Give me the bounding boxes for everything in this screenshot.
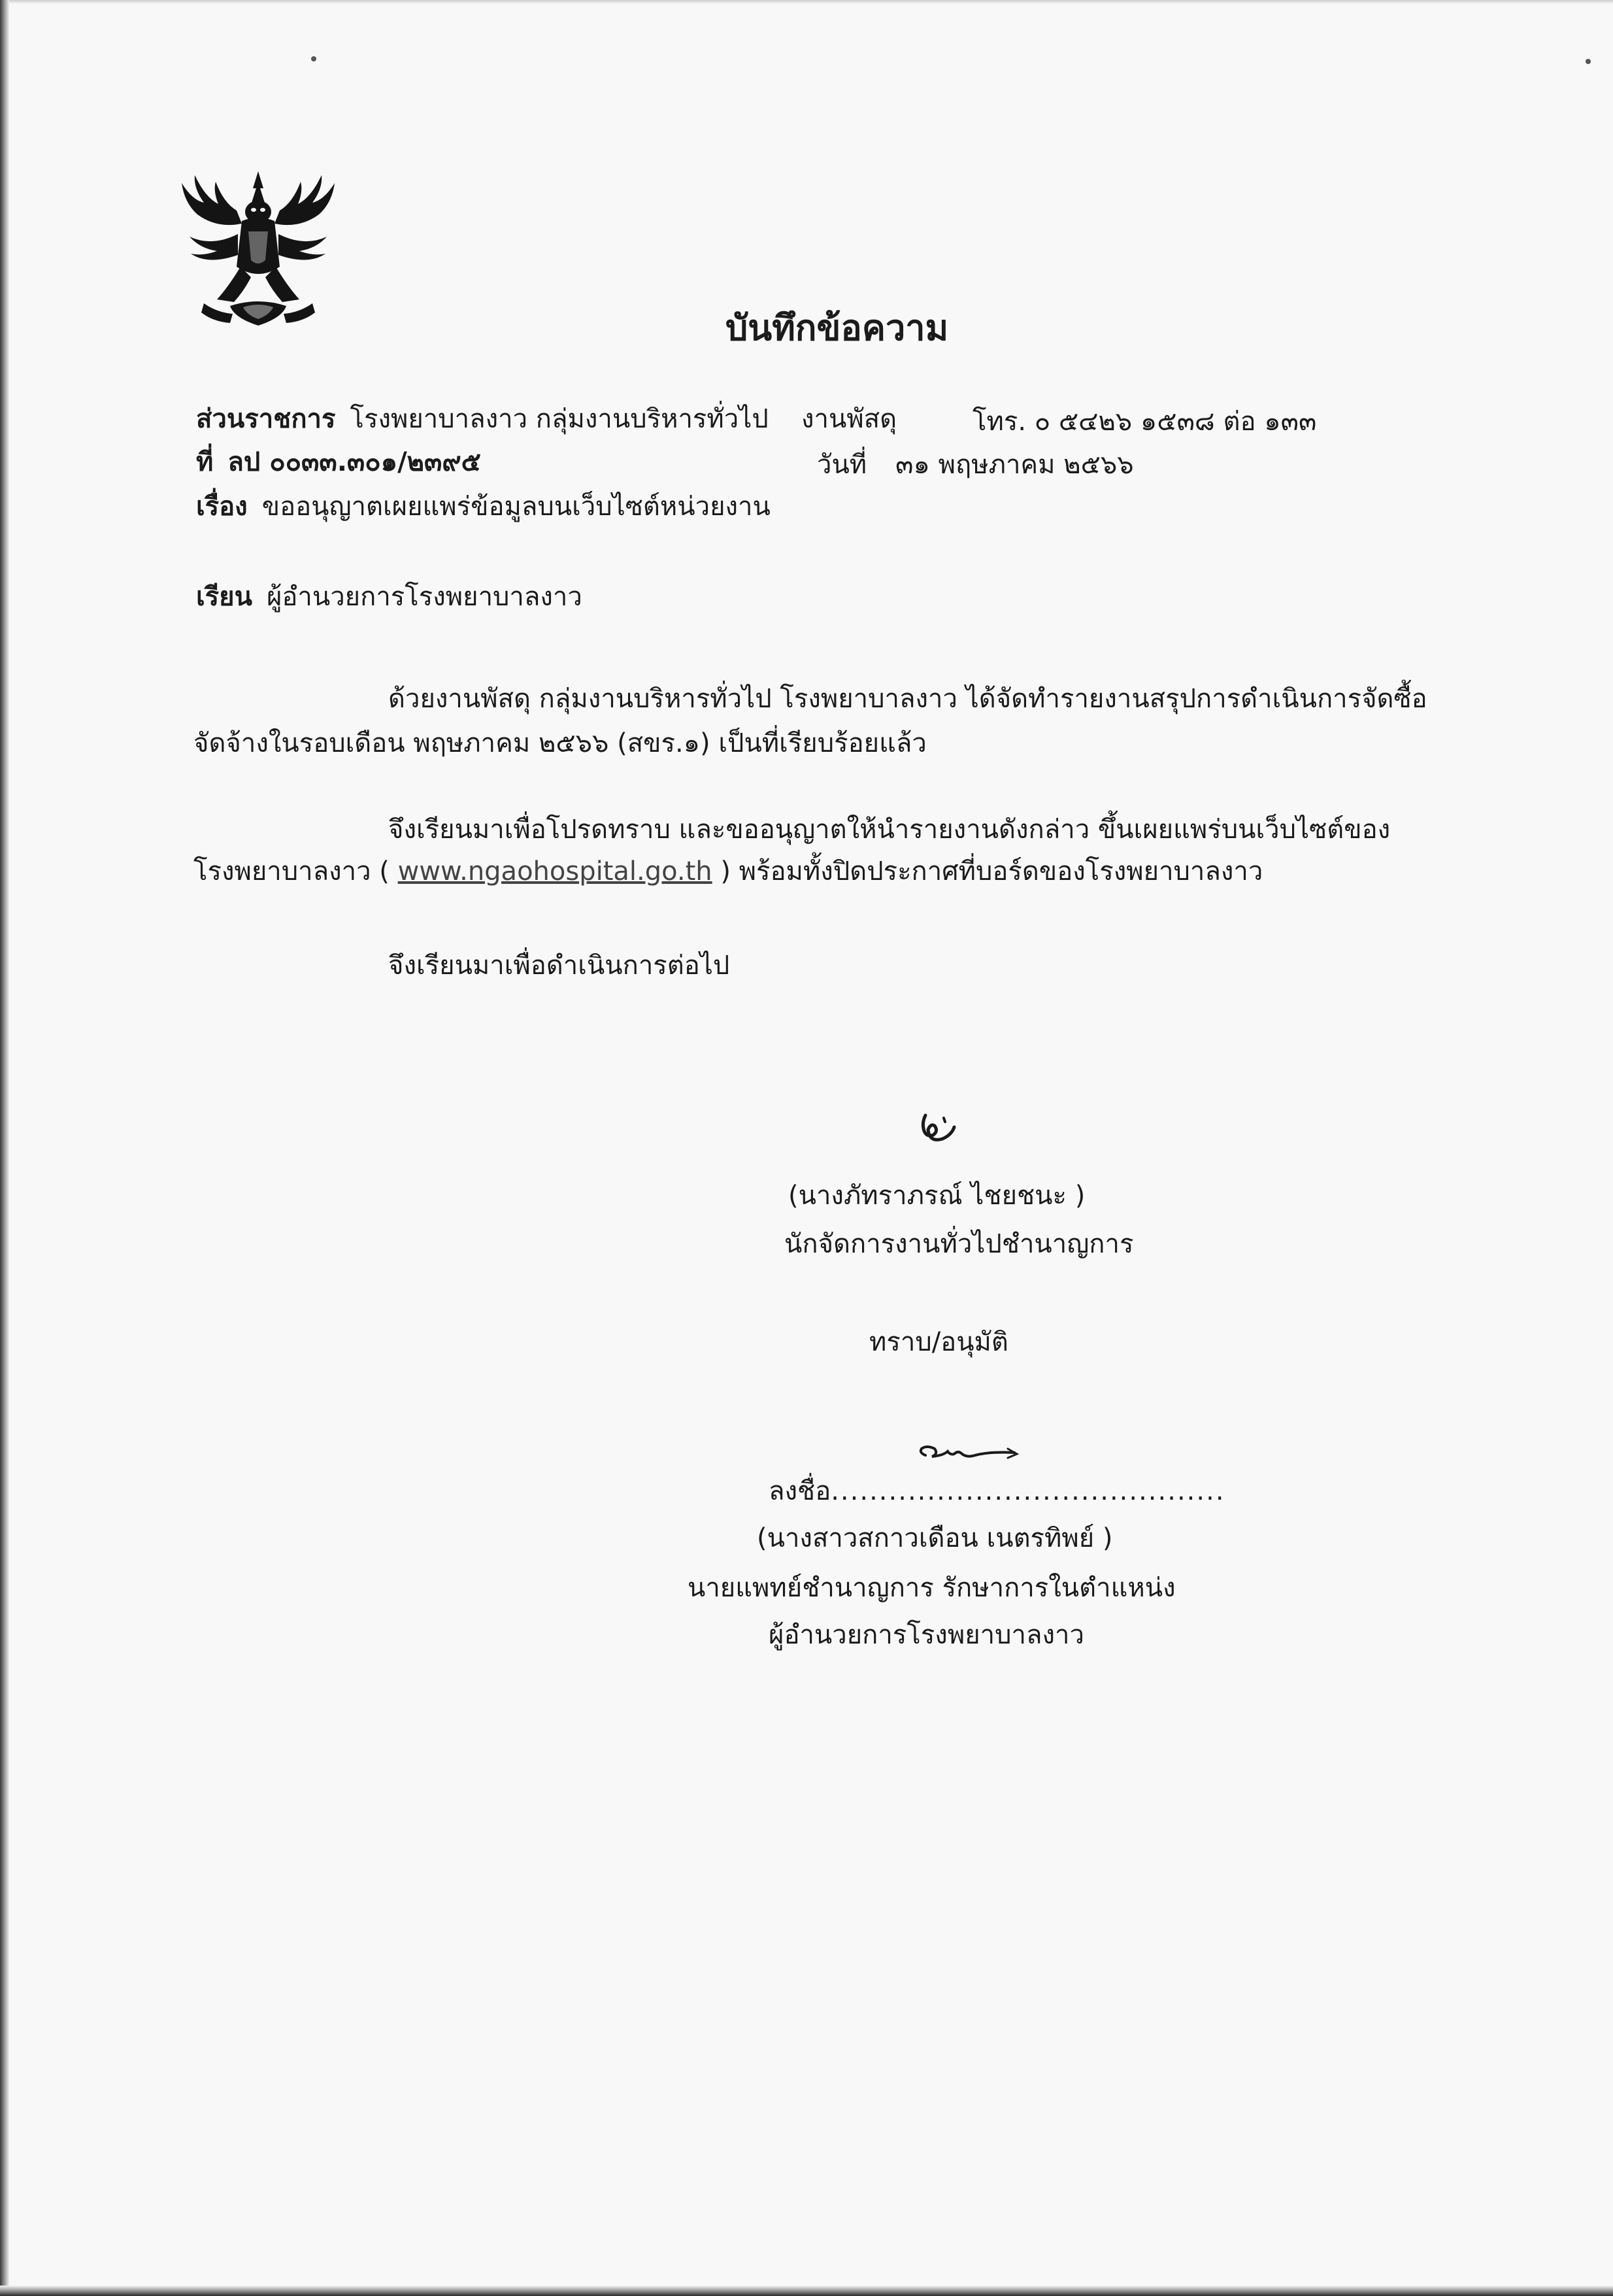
agency-value: โรงพยาบาลงาว กลุ่มงานบริหารทั่วไป: [350, 404, 769, 434]
approver-position-1: นายแพทย์ชำนาญการ รักษาการในตำแหน่ง: [688, 1573, 1176, 1603]
ref-number: ลป ๐๐๓๓.๓๐๑/๒๓๙๕: [227, 447, 481, 477]
signer-signature-icon: [906, 1109, 965, 1155]
header-agency-line: [196, 397, 769, 439]
addressee-value: ผู้อำนวยการโรงพยาบาลงาว: [266, 582, 582, 612]
approver-position-2: ผู้อำนวยการโรงพยาบาลงาว: [769, 1620, 1084, 1650]
body-paragraph-2-line-2: [193, 850, 1263, 892]
sign-dots: .........................................: [831, 1476, 1225, 1506]
ref-label: ที่: [196, 447, 214, 477]
header-ref-line: [196, 441, 481, 482]
subject-label: เรื่อง: [196, 492, 248, 522]
approver-name: (นางสาวสกาวเดือน เนตรทิพย์ ): [757, 1523, 1113, 1553]
body-paragraph-2-post: ) พร้อมทั้งปิดประกาศที่บอร์ดของโรงพยาบาลงาว: [720, 856, 1263, 886]
scan-edge-bottom: [0, 2286, 1613, 2296]
body-paragraph-3: จึงเรียนมาเพื่อดำเนินการต่อไป: [388, 951, 730, 981]
approver-signature-icon: [912, 1441, 1023, 1472]
scan-edge-left: [0, 0, 9, 2296]
scan-speck: [1586, 59, 1591, 64]
header-subject-line: [196, 485, 771, 527]
garuda-emblem-icon: [178, 169, 339, 332]
body-paragraph-2-pre: โรงพยาบาลงาว (: [193, 856, 390, 886]
body-paragraph-1-line-2: จัดจ้างในรอบเดือน พฤษภาคม ๒๕๖๖ (สขร.๑) เป็นที่เรียบร้อยแล้ว: [193, 728, 927, 758]
scan-edge-top: [0, 0, 1613, 4]
signer-name: (นางภัทราภรณ์ ไชยชนะ ): [788, 1181, 1086, 1211]
subject-value: ขออนุญาตเผยแพร่ข้อมูลบนเว็บไซต์หน่วยงาน: [261, 492, 771, 522]
addressee-line: [196, 575, 582, 617]
sign-label: ลงชื่อ: [769, 1476, 831, 1506]
header-date-line: [817, 443, 1134, 485]
approval-sign-line: [769, 1470, 1225, 1511]
hospital-website-link[interactable]: www.ngaohospital.go.th: [397, 856, 712, 886]
date-label: วันที่: [817, 450, 867, 480]
agency-label: ส่วนราชการ: [196, 404, 336, 434]
addressee-label: เรียน: [196, 582, 252, 612]
signer-position: นักจัดการงานทั่วไปชำนาญการ: [784, 1229, 1134, 1259]
phone-value: โทร. ๐ ๕๔๒๖ ๑๕๓๘ ต่อ ๑๓๓: [973, 407, 1317, 437]
body-paragraph-2-line-1: จึงเรียนมาเพื่อโปรดทราบ และขออนุญาตให้นำรายงานดังกล่าว ขึ้นเผยแพร่บนเว็บไซต์ของ: [388, 815, 1391, 845]
date-value: ๓๑ พฤษภาคม ๒๕๖๖: [895, 450, 1134, 480]
body-paragraph-1-line-1: ด้วยงานพัสดุ กลุ่มงานบริหารทั่วไป โรงพยาบาลงาว ได้จัดทำรายงานสรุปการดำเนินการจัดซื้อ: [388, 684, 1427, 714]
scan-speck: [311, 56, 316, 61]
approval-text: ทราบ/อนุมัติ: [869, 1327, 1008, 1357]
memo-title: บันทึกข้อความ: [725, 307, 949, 348]
section-value: งานพัสดุ: [801, 404, 897, 434]
